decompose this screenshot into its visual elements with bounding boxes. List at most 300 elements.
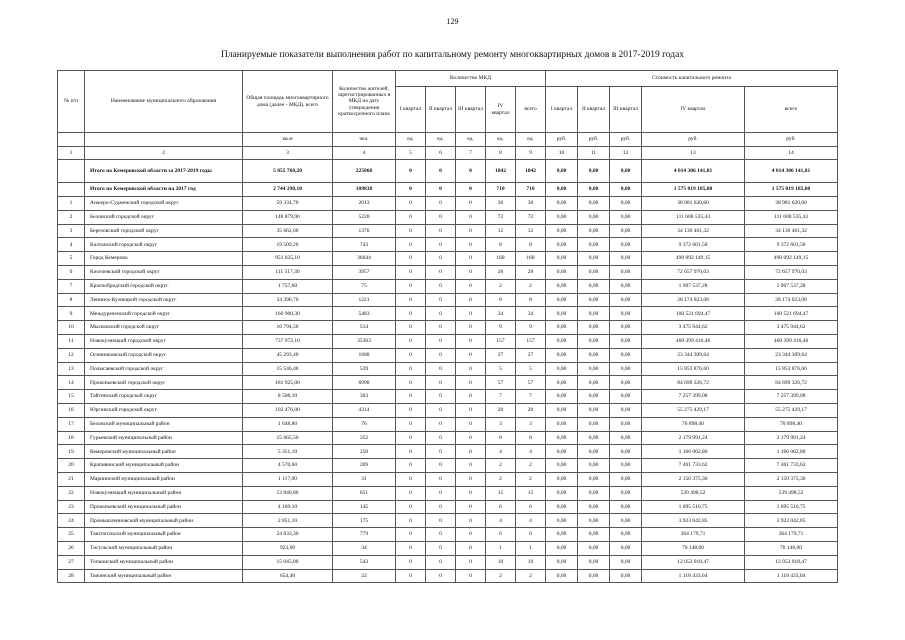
table-cell: 19 509,20 (243, 238, 333, 252)
table-cell: 3 (486, 417, 516, 431)
table-cell: 0 (456, 362, 486, 376)
table-row (58, 541, 838, 555)
table-cell: 0,00 (610, 417, 642, 431)
table-cell: 2 (58, 210, 85, 224)
table-cell: 0,00 (546, 528, 578, 542)
table-cell: Гурьевский муниципальный район (85, 431, 243, 445)
table-cell: 0 (426, 160, 456, 183)
table-cell: Ленинск-Кузнецкий городской округ (85, 293, 243, 307)
table-row (58, 390, 838, 404)
table-cell: 1 907 537,28 (642, 279, 745, 293)
table-cell: 20 (516, 403, 546, 417)
table-cell: 1688 (333, 348, 396, 362)
table-cell: 15 546,40 (243, 362, 333, 376)
table-cell: 27 (486, 348, 516, 362)
table-cell: 5 (516, 362, 546, 376)
table-cell: 0 (396, 528, 426, 542)
header-mkd-q3: III квартал (456, 87, 486, 133)
table-row (58, 265, 838, 279)
table-cell: 34 130 461,32 (642, 224, 745, 238)
table-cell: 181 925,00 (243, 376, 333, 390)
table-cell: 0,00 (578, 486, 610, 500)
table-cell: 157 (516, 334, 546, 348)
table-row (58, 197, 838, 211)
table-cell: 8 508,10 (243, 390, 333, 404)
table-cell: 72 (486, 210, 516, 224)
table-cell: 1 575 019 185,80 (745, 183, 838, 197)
table-cell: 2 (516, 279, 546, 293)
column-numbers-row (58, 147, 838, 160)
table-cell: 0 (396, 252, 426, 266)
table-cell: 1 757,60 (243, 279, 333, 293)
table-cell: 11 (58, 334, 85, 348)
table-cell: 0,00 (610, 514, 642, 528)
table-cell: 1 (58, 197, 85, 211)
table-cell: 0 (456, 307, 486, 321)
table-cell: 0,00 (578, 541, 610, 555)
table-cell: 18 (58, 431, 85, 445)
table-cell: 651 (333, 486, 396, 500)
col-number: 9 (516, 147, 546, 160)
table-cell: 0,00 (546, 514, 578, 528)
table-cell: 70 148,00 (642, 541, 745, 555)
table-row (58, 486, 838, 500)
table-cell: 4 570,60 (243, 459, 333, 473)
table-cell: 145 (333, 500, 396, 514)
table-cell: 8 (486, 293, 516, 307)
table-cell: 4 014 306 141,81 (642, 160, 745, 183)
table-cell: 0 (426, 238, 456, 252)
col-number: 11 (578, 147, 610, 160)
table-cell: 0,00 (546, 197, 578, 211)
table-cell: 539 498,52 (745, 486, 838, 500)
table-cell: 15 (516, 486, 546, 500)
table-cell: 0,00 (610, 183, 642, 197)
table-cell: 0,00 (546, 486, 578, 500)
table-cell: 15 045,00 (243, 555, 333, 569)
table-cell: 269 (333, 459, 396, 473)
table-cell: 1 575 019 185,80 (642, 183, 745, 197)
table-cell: 4 (58, 238, 85, 252)
table-cell: 2 179 991,24 (642, 431, 745, 445)
table-cell: Промышленновский муниципальный район (85, 514, 243, 528)
table-cell: Прокопьевский городской округ (85, 376, 243, 390)
table-cell: 0 (426, 183, 456, 197)
table-cell: 0 (456, 238, 486, 252)
table-cell: 76 (333, 417, 396, 431)
table-cell: 17 (58, 417, 85, 431)
table-cell: 0,00 (578, 265, 610, 279)
table-cell: Березовский городской округ (85, 224, 243, 238)
table-cell: 2 (516, 569, 546, 583)
units-cell: руб. (610, 133, 642, 147)
table-cell: 1 695 510,75 (745, 500, 838, 514)
table-cell: 923,00 (243, 541, 333, 555)
table-cell: 743 (333, 238, 396, 252)
table-cell: 490 092 149,15 (642, 252, 745, 266)
table-cell: 0,00 (578, 224, 610, 238)
table-cell: 460 399 416,46 (642, 334, 745, 348)
table-cell: 0,00 (546, 160, 578, 183)
table-row (58, 472, 838, 486)
table-cell: 109838 (333, 183, 396, 197)
table-cell: 0,00 (546, 569, 578, 583)
table-cell: 0,00 (610, 362, 642, 376)
table-cell: Мысковский городской округ (85, 321, 243, 335)
table-cell: 0 (426, 224, 456, 238)
table-cell: 0,00 (578, 528, 610, 542)
table-cell: 0 (426, 486, 456, 500)
table-row (58, 210, 838, 224)
table-cell: 72 657 970,03 (745, 265, 838, 279)
table-cell: 0 (426, 459, 456, 473)
table-cell: 4 169,10 (243, 500, 333, 514)
table-cell: 2 (516, 459, 546, 473)
table-row (58, 514, 838, 528)
total-row (58, 183, 838, 197)
table-cell: 0 (456, 569, 486, 583)
table-row (58, 500, 838, 514)
table-cell: 0,00 (610, 500, 642, 514)
table-cell: 0,00 (578, 293, 610, 307)
table-cell: 6 (58, 265, 85, 279)
table-cell: 0,00 (546, 293, 578, 307)
table-cell: 0 (456, 472, 486, 486)
table-cell: 34 (486, 307, 516, 321)
table-cell: 0 (426, 403, 456, 417)
table-cell: 654,40 (243, 569, 333, 583)
table-cell: 0,00 (610, 224, 642, 238)
table-cell: 38 981 620,60 (642, 197, 745, 211)
table-cell: 0,00 (578, 160, 610, 183)
header-cost-q3: III квартал (610, 87, 642, 133)
table-cell: 0,00 (578, 390, 610, 404)
table-cell: 2 744 290,10 (243, 183, 333, 197)
table-cell: 0 (456, 334, 486, 348)
table-cell: 0 (426, 555, 456, 569)
table-cell: 12 (58, 348, 85, 362)
table-cell: 45 293,40 (243, 348, 333, 362)
table-cell: 5 (486, 362, 516, 376)
table-cell: 0 (426, 321, 456, 335)
table-cell: 0,00 (610, 293, 642, 307)
table-cell: 0,00 (546, 307, 578, 321)
table-cell: 0,00 (578, 348, 610, 362)
table-cell: 10 (516, 555, 546, 569)
table-cell: 6 (486, 528, 516, 542)
table-cell: 10 (486, 555, 516, 569)
table-cell: 0,00 (546, 362, 578, 376)
col-number: 8 (486, 147, 516, 160)
table-cell: Город Кемерово (85, 252, 243, 266)
table-cell: 0,00 (610, 348, 642, 362)
table-cell: 0,00 (546, 445, 578, 459)
col-number: 2 (85, 147, 243, 160)
table-cell: 3 (58, 224, 85, 238)
table-cell: 26 (58, 541, 85, 555)
table-cell: 0,00 (610, 376, 642, 390)
table-cell: 0,00 (610, 528, 642, 542)
table-cell: 779 (333, 528, 396, 542)
table-cell: 0 (456, 183, 486, 197)
table-row (58, 307, 838, 321)
header-mkd-q1: I квартал (396, 87, 426, 133)
table-cell: 0 (456, 417, 486, 431)
units-cell: кв.м (243, 133, 333, 147)
table-cell: 27 (58, 555, 85, 569)
table-cell: 4 (516, 514, 546, 528)
table-cell: 0,00 (546, 417, 578, 431)
table-cell: 0 (426, 265, 456, 279)
table-cell: 24 833,30 (243, 528, 333, 542)
table-cell: 3 923 042,85 (642, 514, 745, 528)
table-cell: 303 (333, 390, 396, 404)
table-cell: 7 461 733,62 (642, 459, 745, 473)
table-row (58, 403, 838, 417)
header-cost-total: всего (745, 87, 838, 133)
table-cell: 168 (486, 252, 516, 266)
units-cell: руб. (642, 133, 745, 147)
table-cell: 0,00 (546, 279, 578, 293)
table-cell: 15 665,50 (243, 431, 333, 445)
units-cell (58, 133, 85, 147)
col-number: 10 (546, 147, 578, 160)
table-cell: 102 476,00 (243, 403, 333, 417)
table-cell: 25 (58, 528, 85, 542)
table-cell: 6 (516, 500, 546, 514)
col-number: 14 (745, 147, 838, 160)
header-mkd-total: всего (516, 87, 546, 133)
table-cell: 0,00 (610, 279, 642, 293)
table-cell: 2 851,10 (243, 514, 333, 528)
header-cost-q4: IV квартал (642, 87, 745, 133)
table-cell: 0,00 (578, 183, 610, 197)
table-cell: 27 (516, 348, 546, 362)
table-cell: 13 (58, 362, 85, 376)
table-cell: 0 (426, 541, 456, 555)
table-cell: 4 014 306 141,81 (745, 160, 838, 183)
units-cell (85, 133, 243, 147)
header-num: № п/п (58, 71, 85, 133)
table-cell: 55 275 429,17 (745, 403, 838, 417)
table-cell: 16 794,50 (243, 321, 333, 335)
table-row (58, 555, 838, 569)
table-cell: 160 900,30 (243, 307, 333, 321)
table-cell: 0,00 (546, 321, 578, 335)
col-number: 12 (610, 147, 642, 160)
header-area: Общая площадь многоквартирного дома (далее - МКД), всего (243, 71, 333, 133)
table-cell: 0 (426, 445, 456, 459)
table-cell: 0 (456, 252, 486, 266)
table-cell: 19 (58, 445, 85, 459)
table-cell: 0,00 (610, 265, 642, 279)
table-cell: 0 (396, 445, 426, 459)
table-cell: 0 (426, 334, 456, 348)
table-cell: 28 (516, 265, 546, 279)
table-cell: 15 853 876,60 (642, 362, 745, 376)
table-row (58, 279, 838, 293)
table-cell: 0 (396, 376, 426, 390)
table-cell: 84 699 326,72 (642, 376, 745, 390)
table-cell: 7 257 399,08 (745, 390, 838, 404)
table-cell: 6 (486, 500, 516, 514)
table-cell: 0 (456, 555, 486, 569)
header-cost-q2: II квартал (578, 87, 610, 133)
table-cell: 168 (516, 252, 546, 266)
table-cell: Топкинский муниципальный район (85, 555, 243, 569)
table-cell: 490 092 149,15 (745, 252, 838, 266)
table-cell: 55 275 429,17 (642, 403, 745, 417)
table-cell: 0 (456, 390, 486, 404)
table-cell: 9 372 601,58 (642, 238, 745, 252)
table-cell: 5483 (333, 307, 396, 321)
table-cell: 514 (333, 321, 396, 335)
table-cell: 0 (456, 293, 486, 307)
table-cell: 7 461 733,62 (745, 459, 838, 473)
table-cell: 0 (396, 348, 426, 362)
table-cell: 0 (396, 500, 426, 514)
table-cell: 70 898,40 (642, 417, 745, 431)
table-cell: Итого по Кемеровской области за 2017-2019 годы (85, 160, 243, 183)
col-number: 3 (243, 147, 333, 160)
table-cell: 0 (396, 569, 426, 583)
table-row (58, 224, 838, 238)
table-cell: 21 (58, 472, 85, 486)
total-row (58, 160, 838, 183)
table-cell: 0 (426, 293, 456, 307)
table-cell: 34 130 461,32 (745, 224, 838, 238)
table-cell: 12 053 918,47 (745, 555, 838, 569)
table-cell: 36644 (333, 252, 396, 266)
table-cell: 2 (486, 569, 516, 583)
table-cell: 0 (396, 307, 426, 321)
table-cell: 7 (516, 390, 546, 404)
units-row (58, 133, 838, 147)
table-cell: 0 (456, 348, 486, 362)
table-row (58, 569, 838, 583)
table-cell: 57 (516, 376, 546, 390)
table-cell: 0 (456, 210, 486, 224)
col-number: 4 (333, 147, 396, 160)
table-cell: 352 (333, 431, 396, 445)
table-cell: 1 907 537,28 (745, 279, 838, 293)
table-cell: Полысаевский городской округ (85, 362, 243, 376)
table-cell: 3 923 042,85 (745, 514, 838, 528)
table-cell: 12 840,80 (243, 486, 333, 500)
table-cell: 1 166 062,80 (745, 445, 838, 459)
table-cell: 0 (396, 555, 426, 569)
table-cell: Тяжинский муниципальный район (85, 569, 243, 583)
table-cell: 1842 (516, 160, 546, 183)
table-cell: 0 (396, 541, 426, 555)
table-cell: 0 (456, 541, 486, 555)
table-cell: 2 150 375,36 (745, 472, 838, 486)
table-cell: Новокузнецкий муниципальный район (85, 486, 243, 500)
table-cell: 2 (486, 279, 516, 293)
table-cell: 0,00 (578, 459, 610, 473)
table-cell: 6998 (333, 376, 396, 390)
table-cell: 0,00 (578, 555, 610, 569)
table-cell: 0,00 (546, 459, 578, 473)
table-cell: 0 (426, 514, 456, 528)
table-cell: 0 (426, 376, 456, 390)
table-cell: Крапивинский муниципальный район (85, 459, 243, 473)
table-cell: 0,00 (578, 417, 610, 431)
table-cell: 6 (516, 528, 546, 542)
header-mkd-q4: IV квартал (486, 87, 516, 133)
table-cell: 70 898,40 (745, 417, 838, 431)
table-cell: 0 (456, 197, 486, 211)
table-row (58, 431, 838, 445)
table-cell: 0,00 (610, 160, 642, 183)
table-cell: 0,00 (546, 403, 578, 417)
table-cell: 0,00 (546, 348, 578, 362)
table-cell: 0,00 (546, 376, 578, 390)
table-cell: 57 (486, 376, 516, 390)
table-cell: 14 (58, 376, 85, 390)
table-cell: 8 (516, 431, 546, 445)
table-cell: 70 148,00 (745, 541, 838, 555)
units-cell: чел. (333, 133, 396, 147)
col-number: 6 (426, 147, 456, 160)
units-cell: ед. (516, 133, 546, 147)
table-cell: 0 (456, 486, 486, 500)
table-cell: 0,00 (546, 224, 578, 238)
table-row (58, 334, 838, 348)
table-cell: 31 (333, 472, 396, 486)
table-cell: 539 498,52 (642, 486, 745, 500)
table-cell: 0 (426, 500, 456, 514)
table-cell: 0,00 (610, 541, 642, 555)
table-row (58, 417, 838, 431)
table-cell: 0,00 (546, 252, 578, 266)
table-cell: 84 699 326,72 (745, 376, 838, 390)
table-cell: 0 (426, 417, 456, 431)
table-cell: 0 (426, 307, 456, 321)
table-cell: 0 (396, 334, 426, 348)
table-cell: 0 (396, 472, 426, 486)
table-row (58, 238, 838, 252)
table-row (58, 528, 838, 542)
table-cell: 23 344 309,64 (745, 348, 838, 362)
table-cell: 0 (426, 252, 456, 266)
table-row (58, 293, 838, 307)
table-cell: 35363 (333, 334, 396, 348)
header-cost-q1: I квартал (546, 87, 578, 133)
table-cell: 0 (396, 279, 426, 293)
table-cell: 30 (516, 197, 546, 211)
table-cell: 5220 (333, 210, 396, 224)
table-cell: 0,00 (546, 265, 578, 279)
header-mkd-q2: II квартал (426, 87, 456, 133)
table-cell: 0,00 (610, 210, 642, 224)
table-cell: 0,00 (578, 403, 610, 417)
table-cell: 1 695 510,75 (642, 500, 745, 514)
table-cell: 0 (396, 362, 426, 376)
table-cell: 0 (396, 265, 426, 279)
table-cell: 0,00 (610, 252, 642, 266)
table-cell: Киселевский городской округ (85, 265, 243, 279)
table-cell: 0 (456, 321, 486, 335)
table-cell: 0,00 (610, 472, 642, 486)
table-cell: Кемеровский муниципальный район (85, 445, 243, 459)
table-cell: 100 521 694,47 (745, 307, 838, 321)
table-cell: 543 (333, 555, 396, 569)
table-cell: 4 (516, 445, 546, 459)
table-cell: 0,00 (578, 431, 610, 445)
table-cell: 0 (456, 431, 486, 445)
table-cell: 0 (396, 183, 426, 197)
